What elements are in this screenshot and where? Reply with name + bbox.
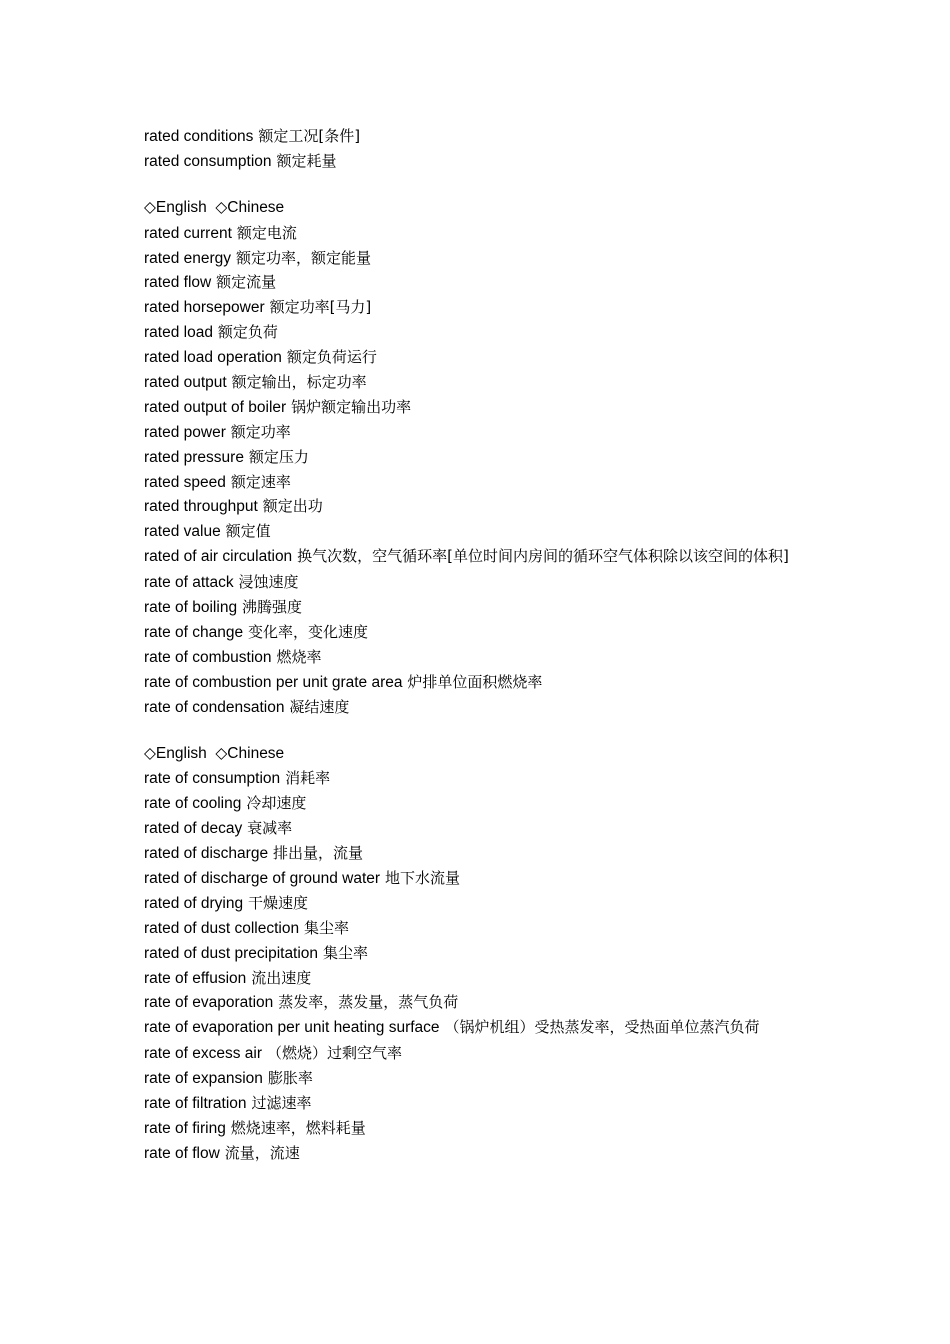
entry-row bbox=[144, 645, 809, 670]
term-en: rate of change bbox=[144, 623, 244, 641]
term-zh: 集尘率 bbox=[323, 943, 369, 962]
entry-row bbox=[144, 1041, 809, 1066]
term-zh: 凝结速度 bbox=[289, 697, 350, 716]
entry-row bbox=[144, 966, 809, 991]
term-en: rate of evaporation bbox=[144, 994, 274, 1012]
term-en: rated of air circulation bbox=[144, 548, 293, 566]
entry-row bbox=[144, 345, 809, 370]
term-en: rated output bbox=[144, 374, 227, 392]
term-en: rated output of boiler bbox=[144, 398, 287, 416]
entry-row bbox=[144, 494, 809, 519]
header-chinese: ◇Chinese bbox=[215, 198, 285, 216]
term-en: rated of drying bbox=[144, 894, 244, 912]
entry-row bbox=[144, 1015, 809, 1041]
header-chinese: ◇Chinese bbox=[215, 744, 285, 762]
entry-row bbox=[144, 221, 809, 246]
term-en: rate of filtration bbox=[144, 1094, 247, 1112]
header-english: ◇English bbox=[144, 198, 207, 216]
term-zh: 蒸发率，蒸发量，蒸气负荷 bbox=[278, 993, 459, 1012]
term-zh: 额定负荷运行 bbox=[286, 348, 377, 367]
entry-row bbox=[144, 1091, 809, 1116]
term-zh: 额定负荷 bbox=[217, 323, 278, 342]
term-en: rated load bbox=[144, 324, 213, 342]
term-en: rate of firing bbox=[144, 1119, 226, 1137]
term-en: rated current bbox=[144, 224, 232, 242]
term-zh: 地下水流量 bbox=[385, 868, 461, 887]
entry-row bbox=[144, 670, 809, 695]
term-en: rate of combustion bbox=[144, 648, 272, 666]
entry-row bbox=[144, 1141, 809, 1166]
term-en: rated pressure bbox=[144, 448, 244, 466]
term-en: rate of consumption bbox=[144, 770, 281, 788]
entry-row bbox=[144, 791, 809, 816]
entry-row bbox=[144, 246, 809, 271]
entry-row bbox=[144, 544, 809, 570]
term-en: rated value bbox=[144, 523, 221, 541]
entry-row bbox=[144, 841, 809, 866]
term-zh: 燃烧速率，燃料耗量 bbox=[230, 1118, 366, 1137]
entry-row bbox=[144, 370, 809, 395]
term-zh: 额定出功 bbox=[262, 497, 323, 516]
entry-row bbox=[144, 1066, 809, 1091]
term-zh: （燃烧）过剩空气率 bbox=[266, 1044, 402, 1063]
term-zh: 排出量，流量 bbox=[273, 844, 364, 863]
term-zh: 额定耗量 bbox=[276, 151, 337, 170]
term-zh: 额定速率 bbox=[230, 472, 291, 491]
term-en: rate of excess air bbox=[144, 1045, 263, 1063]
term-zh: 额定功率[马力] bbox=[269, 298, 372, 317]
section-header bbox=[144, 742, 809, 767]
term-en: rate of evaporation per unit heating surface bbox=[144, 1019, 440, 1037]
term-zh: 浸蚀速度 bbox=[238, 573, 299, 592]
term-en: rated conditions bbox=[144, 128, 254, 145]
term-zh: （锅炉机组）受热蒸发率，受热面单位蒸汽负荷 bbox=[444, 1018, 760, 1037]
entry-row bbox=[144, 149, 809, 174]
entry-row bbox=[144, 124, 809, 149]
entry-row bbox=[144, 519, 809, 544]
term-zh: 沸腾强度 bbox=[242, 598, 303, 617]
section-header bbox=[144, 196, 809, 221]
term-zh: 燃烧率 bbox=[276, 647, 322, 666]
section-gap bbox=[144, 720, 809, 742]
entry-row bbox=[144, 270, 809, 295]
term-en: rated power bbox=[144, 423, 226, 441]
term-en: rated of dust collection bbox=[144, 919, 300, 937]
term-en: rated speed bbox=[144, 473, 226, 491]
document-page bbox=[144, 124, 809, 1166]
term-zh: 过滤速率 bbox=[251, 1093, 312, 1112]
entry-row bbox=[144, 445, 809, 470]
term-en: rate of flow bbox=[144, 1144, 220, 1162]
term-zh: 流出速度 bbox=[251, 968, 312, 987]
term-en: rated flow bbox=[144, 274, 212, 292]
term-en: rate of expansion bbox=[144, 1070, 263, 1088]
term-en: rated throughput bbox=[144, 498, 258, 516]
entry-row bbox=[144, 420, 809, 445]
term-en: rated consumption bbox=[144, 152, 272, 170]
entry-row bbox=[144, 866, 809, 891]
term-zh: 膨胀率 bbox=[267, 1069, 313, 1088]
term-en: rated of decay bbox=[144, 820, 243, 838]
term-en: rate of attack bbox=[144, 574, 234, 592]
header-english: ◇English bbox=[144, 744, 207, 762]
entry-row bbox=[144, 395, 809, 420]
term-en: rate of boiling bbox=[144, 599, 238, 617]
term-zh: 额定功率 bbox=[230, 422, 291, 441]
term-en: rated of discharge of ground water bbox=[144, 869, 381, 887]
entry-row bbox=[144, 916, 809, 941]
term-zh: 变化率，变化速度 bbox=[248, 622, 369, 641]
entry-row bbox=[144, 816, 809, 841]
entry-row bbox=[144, 470, 809, 495]
term-en: rated of dust precipitation bbox=[144, 944, 319, 962]
entry-row bbox=[144, 620, 809, 645]
term-en: rate of combustion per unit grate area bbox=[144, 673, 403, 691]
term-en: rate of condensation bbox=[144, 698, 285, 716]
term-zh: 集尘率 bbox=[304, 918, 350, 937]
term-zh: 额定压力 bbox=[248, 447, 309, 466]
term-zh: 额定值 bbox=[225, 522, 271, 541]
term-zh: 额定输出，标定功率 bbox=[231, 373, 367, 392]
term-zh: 额定功率，额定能量 bbox=[235, 248, 371, 267]
term-zh: 流量，流速 bbox=[224, 1143, 300, 1162]
entry-row bbox=[144, 990, 809, 1015]
term-zh: 换气次数，空气循环率[单位时间内房间的循环空气体积除以该空间的体积] bbox=[297, 547, 789, 566]
term-en: rated load operation bbox=[144, 349, 282, 367]
section-gap bbox=[144, 174, 809, 196]
entry-row bbox=[144, 891, 809, 916]
term-en: rate of effusion bbox=[144, 969, 247, 987]
term-en: rated horsepower bbox=[144, 299, 265, 317]
term-zh: 额定电流 bbox=[236, 223, 297, 242]
term-zh: 干燥速度 bbox=[248, 893, 309, 912]
entry-row bbox=[144, 595, 809, 620]
term-en: rate of cooling bbox=[144, 795, 242, 813]
term-zh: 冷却速度 bbox=[246, 794, 307, 813]
term-en: rated energy bbox=[144, 249, 232, 267]
entry-row bbox=[144, 570, 809, 595]
entry-row bbox=[144, 320, 809, 345]
entry-row bbox=[144, 1116, 809, 1141]
entry-row bbox=[144, 695, 809, 720]
term-zh: 额定工况[条件] bbox=[258, 127, 361, 145]
entry-row bbox=[144, 941, 809, 966]
term-zh: 炉排单位面积燃烧率 bbox=[407, 672, 543, 691]
entry-row bbox=[144, 766, 809, 791]
term-zh: 锅炉额定输出功率 bbox=[291, 397, 412, 416]
term-zh: 消耗率 bbox=[285, 769, 331, 788]
term-zh: 额定流量 bbox=[216, 273, 277, 292]
entry-row bbox=[144, 295, 809, 320]
term-zh: 衰减率 bbox=[247, 819, 293, 838]
term-en: rated of discharge bbox=[144, 845, 269, 863]
